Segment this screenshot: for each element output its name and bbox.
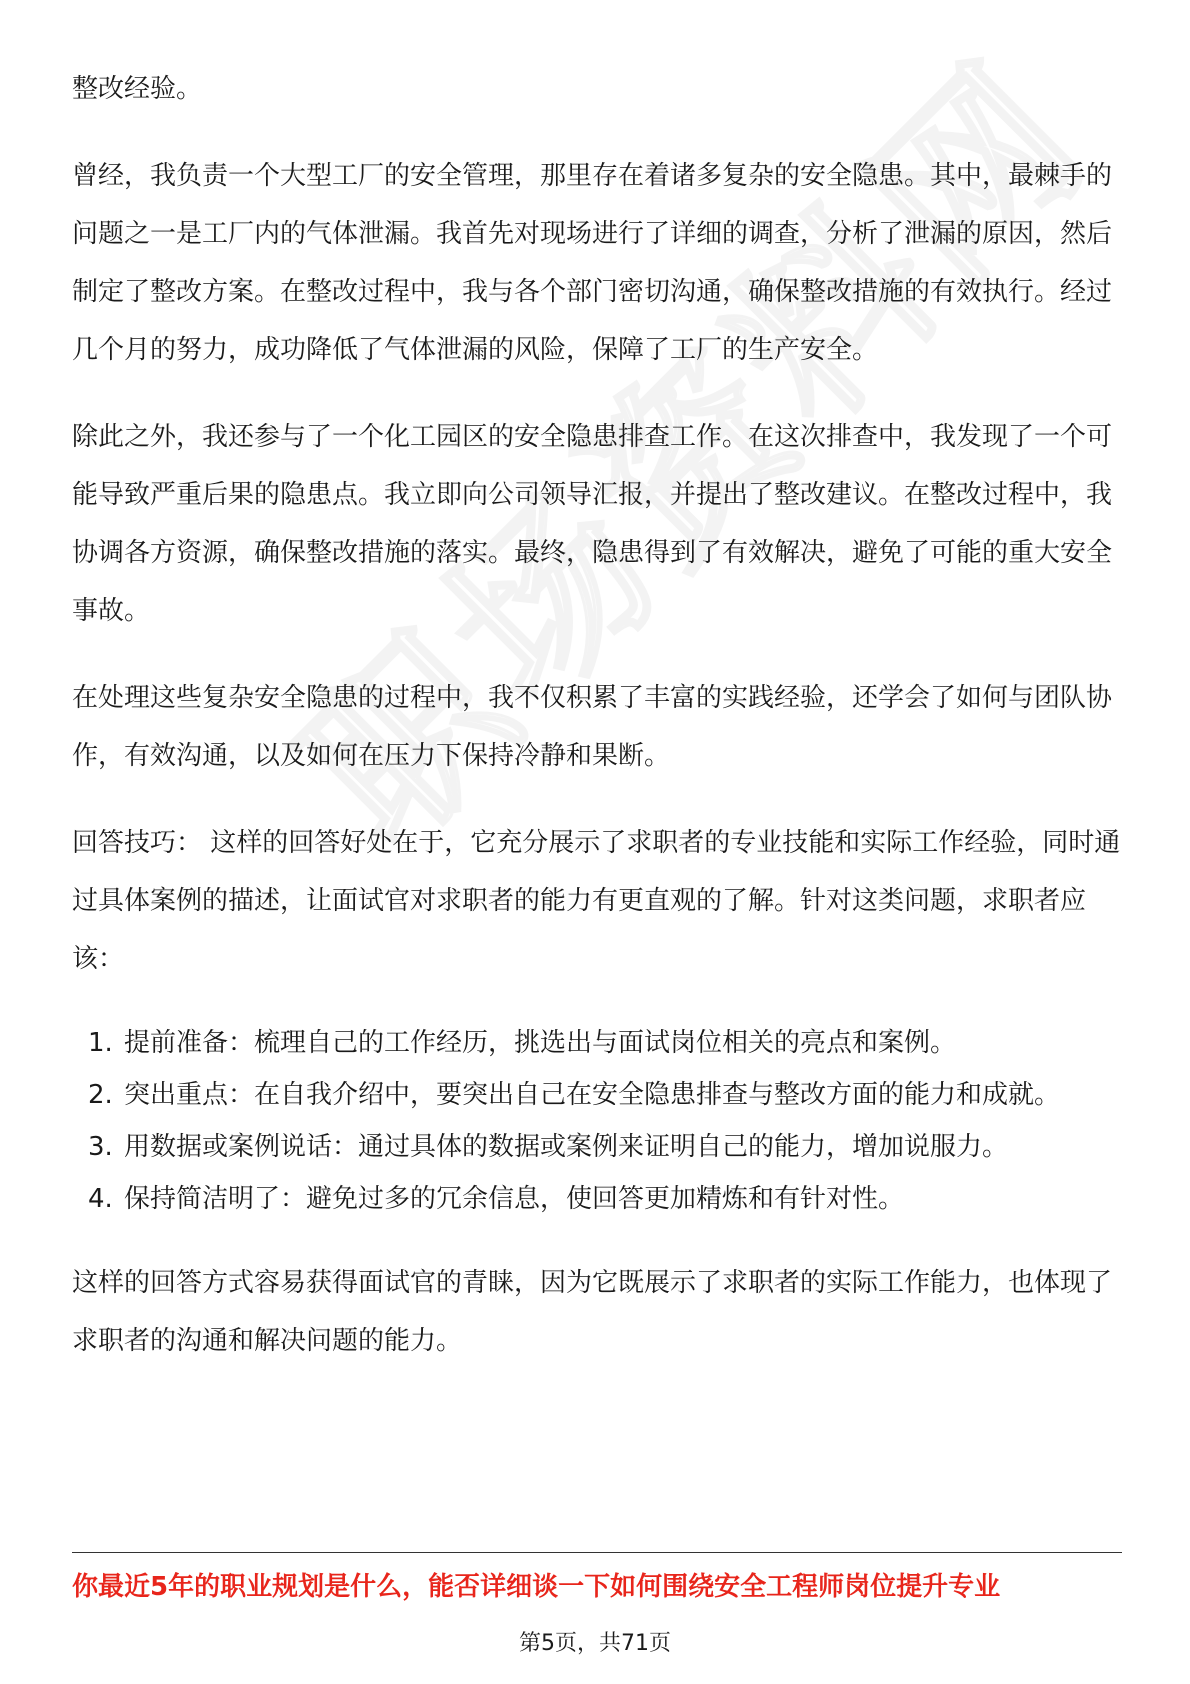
list-text: 提前准备：梳理自己的工作经历，挑选出与面试岗位相关的亮点和案例。 [124,1028,957,1058]
list-text: 突出重点：在自我介绍中，要突出自己在安全隐患排查与整改方面的能力和成就。 [124,1080,1061,1110]
tips-list [72,1017,1122,1225]
paragraph-chemical-park: 除此之外，我还参与了一个化工园区的安全隐患排查工作。在这次排查中，我发现了一个可能导致严重后果的隐患点。我立即向公司领导汇报，并提出了整改建议。在整改过程中，我协调各方资源，确保整改措施的落实。最终，隐患得到了有效解决，避免了可能的重大安全事故。 [72,422,1113,626]
list-number: 3. [88,1132,113,1162]
list-item [72,1069,1122,1121]
paragraph-answer-tips: 回答技巧： 这样的回答好处在于，它充分展示了求职者的专业技能和实际工作经验，同时通过具体案例的描述，让面试官对求职者的能力有更直观的了解。针对这类问题，求职者应该： [72,828,1121,974]
list-number: 1. [88,1028,113,1058]
paragraph-conclusion: 这样的回答方式容易获得面试官的青睐，因为它既展示了求职者的实际工作能力，也体现了求职者的沟通和解决问题的能力。 [72,1268,1113,1356]
list-number: 4. [88,1184,113,1214]
list-number: 2. [88,1080,113,1110]
page-number: 第5页，共71页 [519,1631,671,1656]
paragraph-continuation: 整改经验。 [72,74,203,104]
next-question-heading: 你最近5年的职业规划是什么，能否详细谈一下如何围绕安全工程师岗位提升专业 [72,1572,1001,1602]
list-item [72,1017,1122,1069]
list-text: 用数据或案例说话：通过具体的数据或案例来证明自己的能力，增加说服力。 [124,1132,1009,1162]
list-text: 保持简洁明了：避免过多的冗余信息，使回答更加精炼和有针对性。 [124,1184,905,1214]
paragraph-lessons: 在处理这些复杂安全隐患的过程中，我不仅积累了丰富的实践经验，还学会了如何与团队协作，有效沟通，以及如何在压力下保持冷静和果断。 [72,683,1113,771]
paragraph-factory-gas-leak: 曾经，我负责一个大型工厂的安全管理，那里存在着诸多复杂的安全隐患。其中，最棘手的问题之一是工厂内的气体泄漏。我首先对现场进行了详细的调查，分析了泄漏的原因，然后制定了整改方案。在整改过程中，我与各个部门密切沟通，确保整改措施的有效执行。经过几个月的努力，成功降低了气体泄漏的风险，保障了工厂的生产安全。 [72,161,1113,365]
list-item [72,1173,1122,1225]
document-body [72,60,1122,1370]
list-item [72,1121,1122,1173]
section-divider [72,1552,1122,1553]
